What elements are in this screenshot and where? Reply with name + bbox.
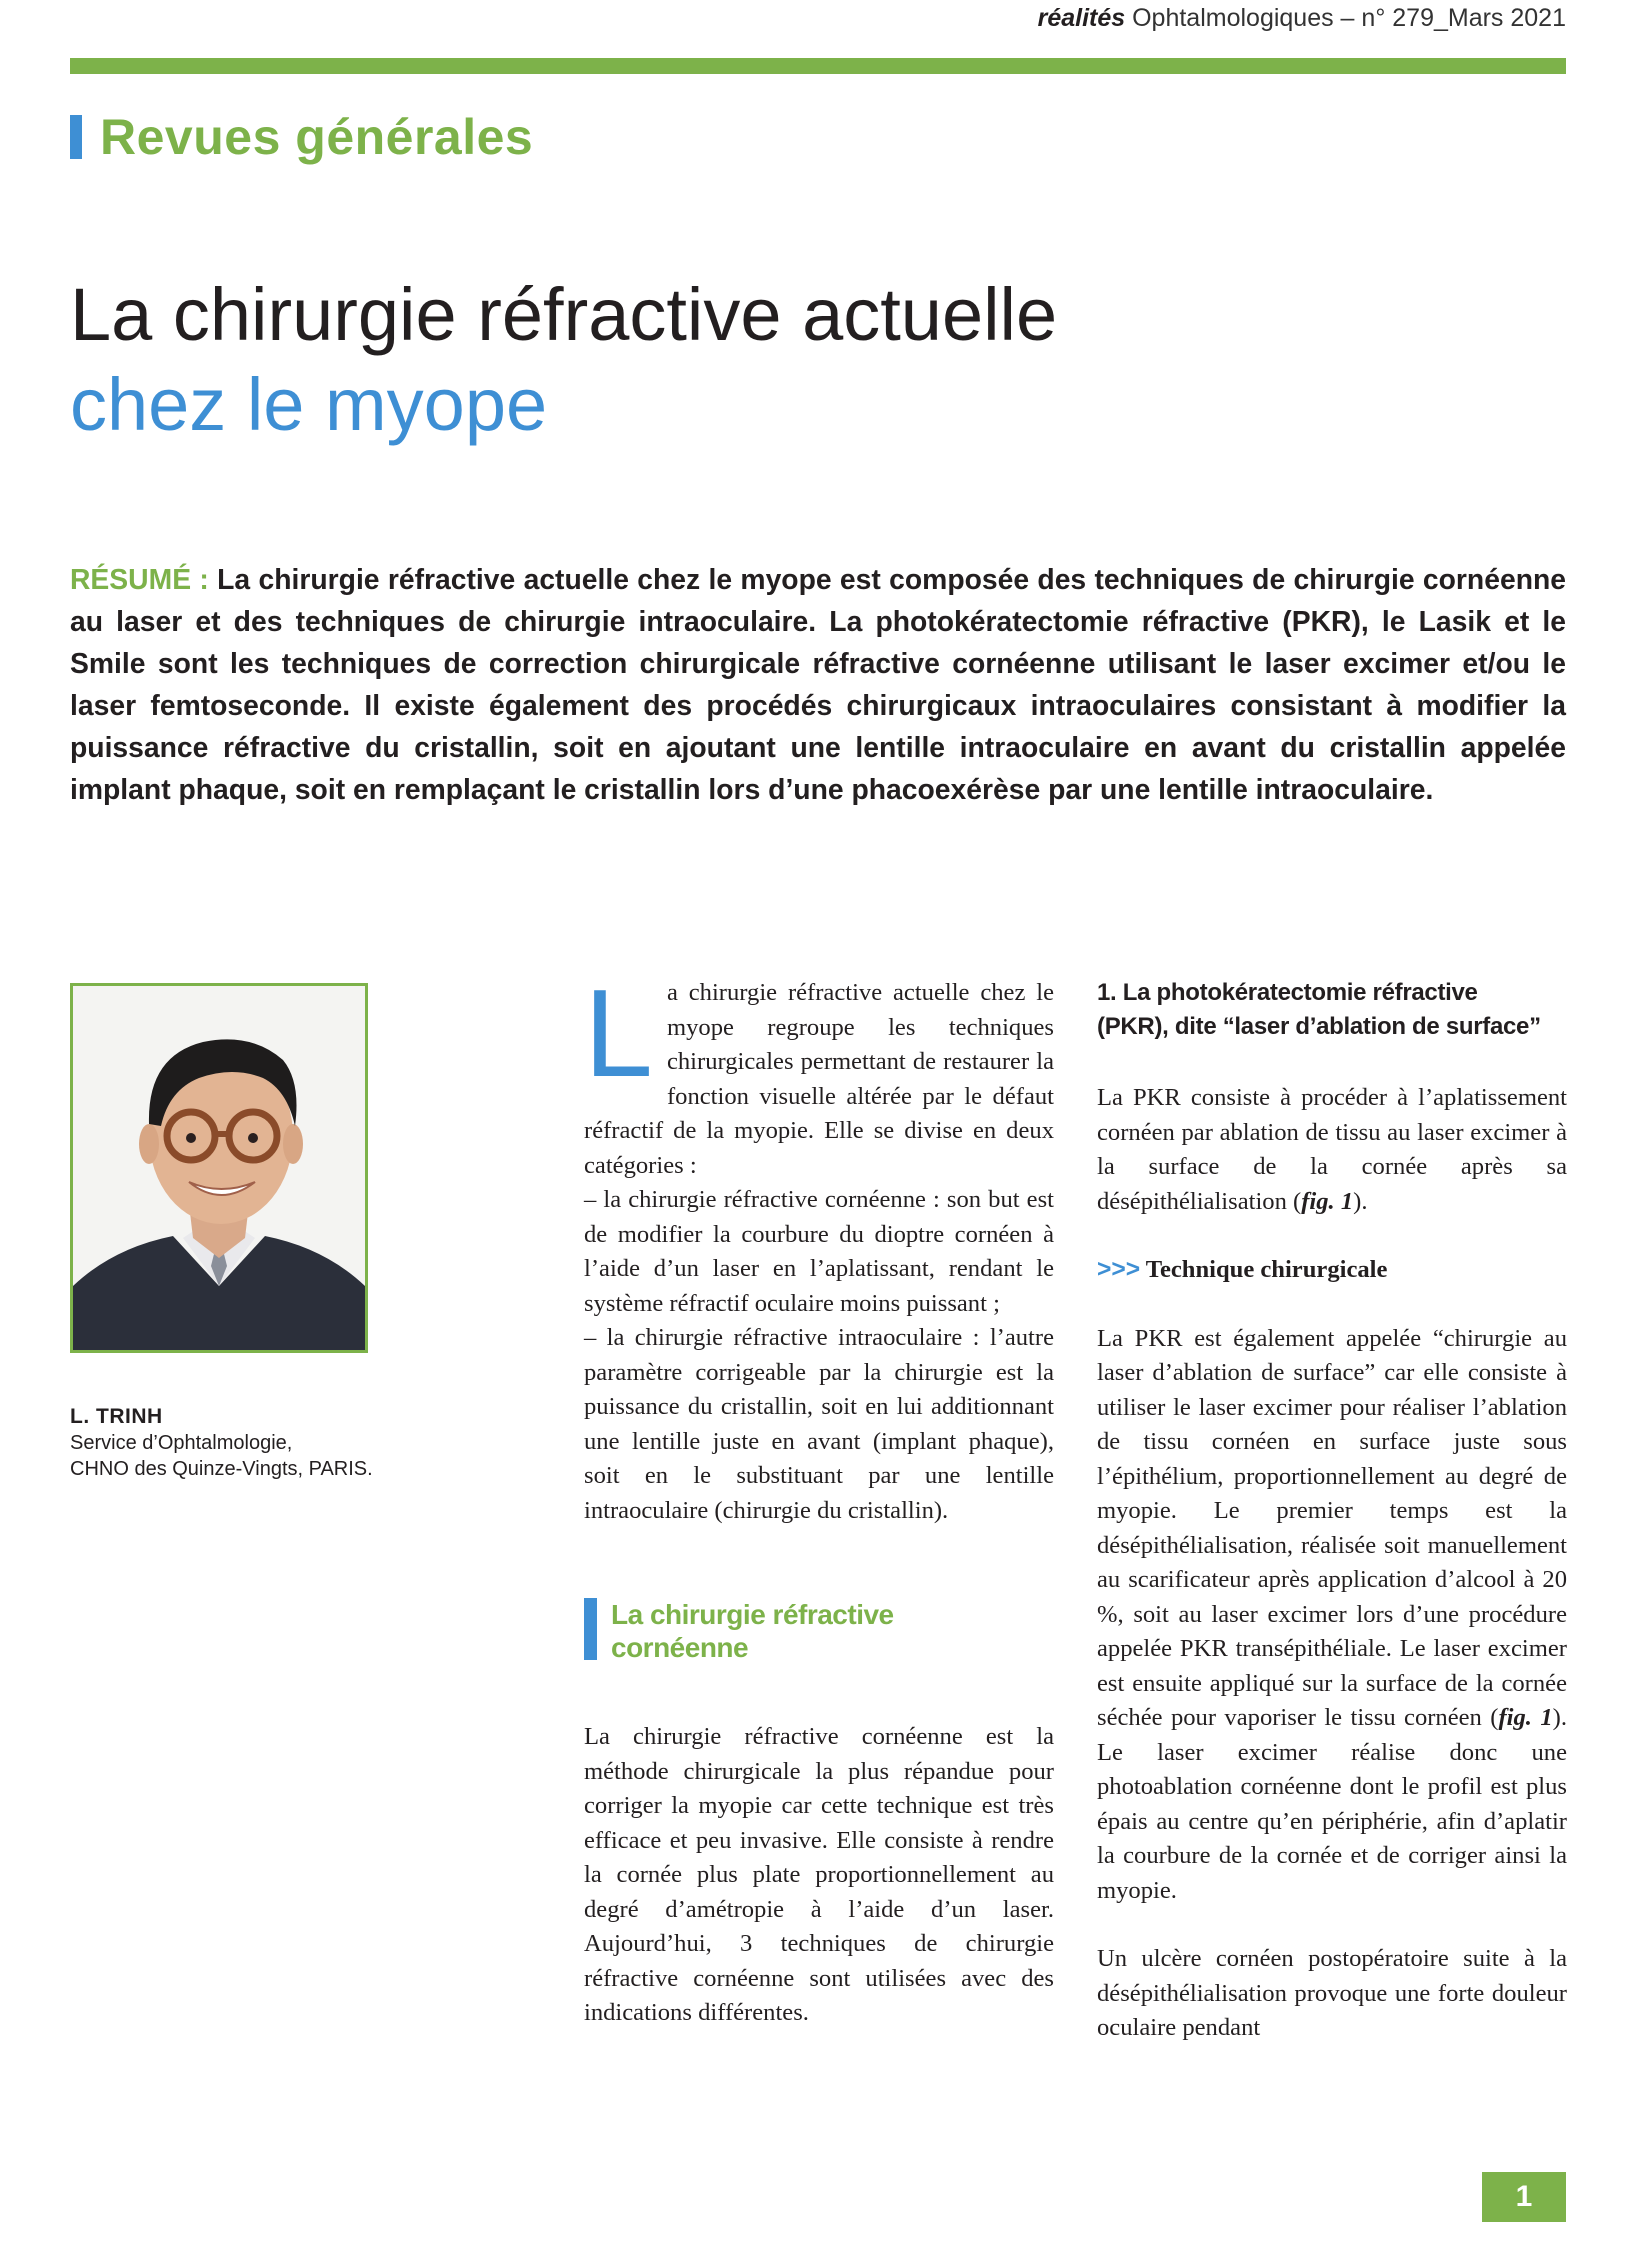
pkr-heading-line-2: (PKR), dite “laser d’ablation de surface” <box>1097 1013 1541 1040</box>
author-affiliation-2: CHNO des Quinze-Vingts, PARIS. <box>70 1458 373 1480</box>
body-column-3 <box>1097 976 1567 2046</box>
list-item-corneal: – la chirurgie réfractive cornéenne : son but est de modifier la courbure du dioptre cornéen à l’aide d’un laser en l’aplatissant, rendant le système réfractif oculaire moins puissant ; <box>584 1186 1054 1317</box>
chevron-arrows-icon: >>> <box>1097 1256 1141 1283</box>
abstract <box>70 558 1566 810</box>
running-header <box>1038 4 1566 33</box>
corneal-paragraph: La chirurgie réfractive cornéenne est la méthode chirurgicale la plus répandue pour corriger la myopie car cette technique est très efficace et peu invasive. Elle consiste à rendre la cornée plus plate proportionnellement au degré d’amétropie à l’aide d’un laser. Aujourd’hui, 3 techniques de chirurgie réfractive cornéenne sont utilisées avec des indications différentes. <box>584 1723 1054 2026</box>
author-affiliation-1: Service d’Ophtalmologie, <box>70 1432 293 1454</box>
pkr-paragraph-2 <box>1097 1322 1567 1909</box>
section-tag <box>70 108 533 166</box>
author-name: L. TRINH <box>70 1405 163 1428</box>
pkr-p2-text-b: ). Le laser excimer réalise donc une photoablation cornéenne dont le profil est plus épais au centre qu’en périphérie, afin d’aplatir la courbure de la cornée et de corriger ainsi la myopie. <box>1097 1704 1567 1904</box>
section-bar <box>70 115 82 159</box>
subheading-line-1: La chirurgie réfractive <box>611 1599 894 1630</box>
pkr-heading-line-1: 1. La photokératectomie réfractive <box>1097 979 1478 1006</box>
pkr-p1-text: La PKR consiste à procéder à l’aplatissement cornéen par ablation de tissu au laser excimer à la surface de la cornée après sa désépithélialisation ( <box>1097 1084 1567 1215</box>
author-photo <box>70 983 368 1353</box>
pkr-heading <box>1097 976 1567 1044</box>
title-line-2: chez le myope <box>70 363 548 446</box>
technique-heading <box>1097 1253 1567 1288</box>
pkr-p1-end: ). <box>1353 1187 1368 1215</box>
subheading-text <box>611 1598 894 1664</box>
intro-paragraph <box>584 965 1054 1528</box>
subheading-bar <box>584 1598 597 1660</box>
fig-ref-2: fig. 1 <box>1498 1704 1553 1731</box>
drop-cap: L <box>584 965 653 1103</box>
article-title <box>70 270 1057 450</box>
intro-text: a chirurgie réfractive actuelle chez le myope regroupe les techniques chirurgicales permettant de restaurer la fonction visuelle altérée par le défaut réfractif de la myopie. Elle se divise en deux catégories : <box>584 979 1054 1179</box>
journal-name: réalités <box>1037 4 1126 32</box>
section-label: Revues générales <box>100 109 534 165</box>
fig-ref-1: fig. 1 <box>1301 1187 1354 1215</box>
title-line-1: La chirurgie réfractive actuelle <box>70 273 1058 356</box>
issue-info: Ophtalmologiques – n° 279_Mars 2021 <box>1125 4 1566 32</box>
abstract-label: RÉSUMÉ : <box>70 563 209 595</box>
author-portrait <box>73 986 365 1350</box>
subheading-corneal-surgery <box>584 1598 1054 1664</box>
subheading-line-2: cornéenne <box>611 1632 749 1663</box>
author-info <box>70 1404 373 1482</box>
body-column-2 <box>584 965 1054 2031</box>
pkr-p2-text-a: La PKR est également appelée “chirurgie au laser d’ablation de surface” car elle consiste à utiliser le laser excimer pour réaliser l’ablation de tissu cornéen en surface juste sous l’épithélium, proportionnellement au degré de myopie. Le premier temps est la désépithélialisation, réalisée soit manuellement au scarificateur après application d’alcool à 20 %, soit au laser excimer lors d’une procédure appelée PKR transépithéliale. Le laser excimer est ensuite appliqué sur la surface de la cornée séchée pour vaporiser le tissu cornéen ( <box>1097 1324 1567 1731</box>
pkr-paragraph-1 <box>1097 1081 1567 1219</box>
pkr-paragraph-3: Un ulcère cornéen postopératoire suite à la désépithélialisation provoque une forte douleur oculaire pendant <box>1097 1945 1567 2041</box>
page-number: 1 <box>1482 2172 1566 2222</box>
top-rule <box>70 58 1566 74</box>
list-item-intraocular: – la chirurgie réfractive intraoculaire : l’autre paramètre corrigeable par la chirurgie est la puissance du cristallin, soit en lui additionnant une lentille juste en avant (implant phaque), soit en le substituant par une lentille intraoculaire (chirurgie du cristallin). <box>584 1324 1054 1524</box>
abstract-text: La chirurgie réfractive actuelle chez le myope est composée des techniques de chirurgie cornéenne au laser et des techniques de chirurgie intraoculaire. La photokératectomie réfractive (PKR), le Lasik et le Smile sont les techniques de correction chirurgicale réfractive cornéenne utilisant le laser excimer et/ou le laser femtoseconde. Il existe également des procédés chirurgicaux intraoculaires consistant à modifier la puissance réfractive du cristallin, soit en ajoutant une lentille intraoculaire en avant du cristallin appelée implant phaque, soit en remplaçant le cristallin lors d’une phacoexérèse par une lentille intraoculaire. <box>70 563 1566 805</box>
technique-label: Technique chirurgicale <box>1140 1256 1388 1283</box>
